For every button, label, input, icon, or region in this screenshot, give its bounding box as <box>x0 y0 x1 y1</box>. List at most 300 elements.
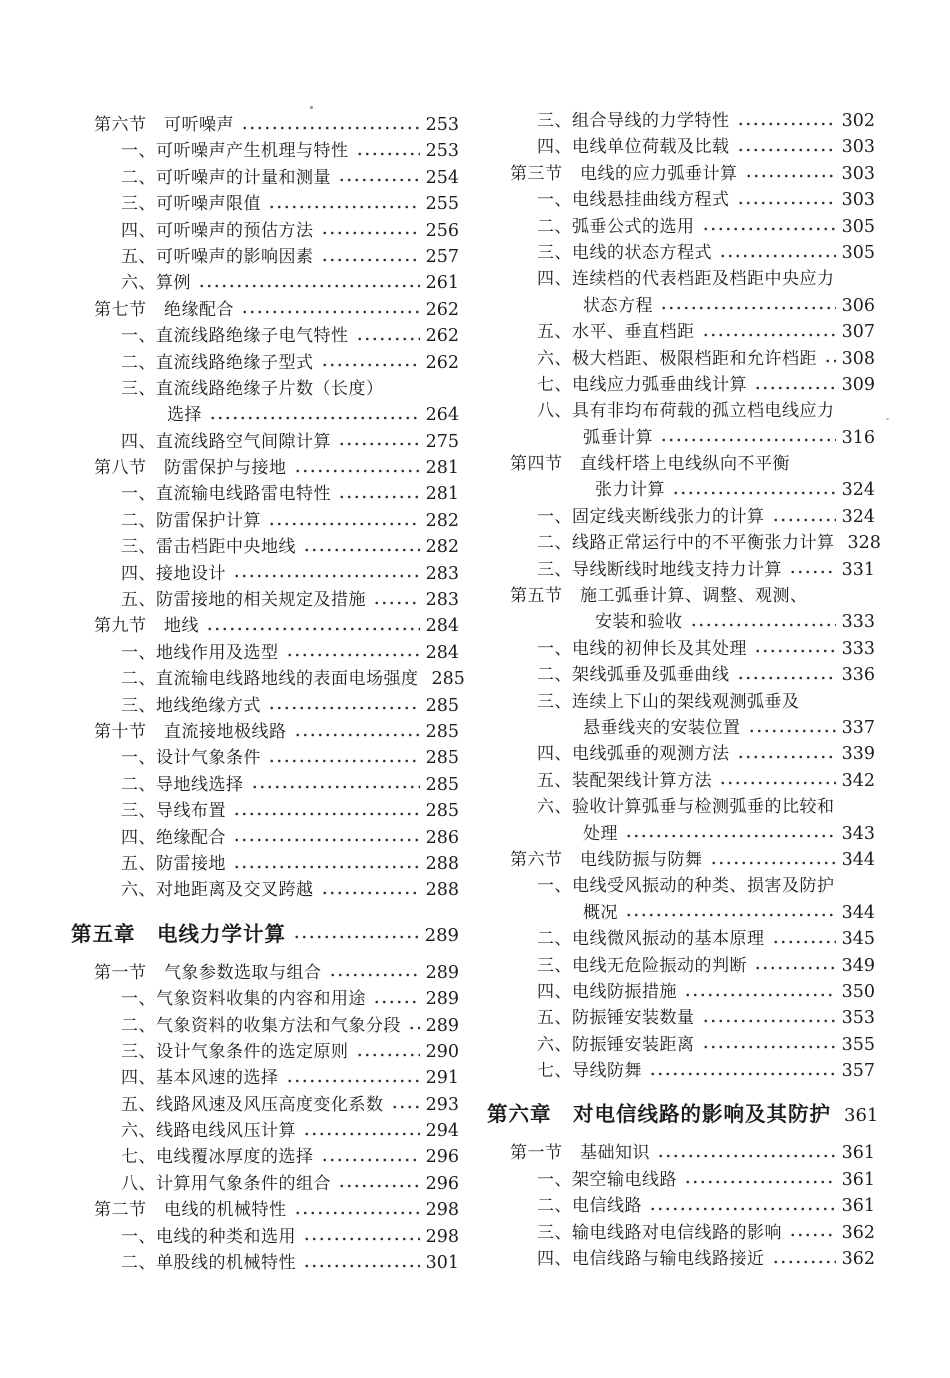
toc-entry-text: 第一节 气象参数选取与组合 <box>94 962 322 983</box>
toc-entry-text: 二、防雷保护计算 <box>121 510 261 531</box>
toc-row <box>487 609 875 635</box>
toc-entry-text: 张力计算 <box>595 480 665 501</box>
toc-row <box>487 900 875 926</box>
toc-page-number: 344 <box>841 849 875 870</box>
toc-entry-text: 第六节 可听噪声 <box>94 115 234 135</box>
toc-row <box>71 323 459 349</box>
toc-page-number: 345 <box>841 929 875 950</box>
toc-page-number: 255 <box>425 194 459 215</box>
toc-page-number: 353 <box>841 1008 875 1029</box>
toc-page-number: 361 <box>841 1196 875 1217</box>
dot-leader <box>772 926 836 952</box>
toc-entry-text: 四、电线防振措施 <box>537 981 677 1002</box>
toc-page-number: 303 <box>841 137 875 158</box>
dot-leader <box>233 798 420 824</box>
toc-entry-text: 二、气象资料的收集方法和气象分段 <box>121 1015 401 1036</box>
toc-row <box>487 979 875 1005</box>
toc-column-right <box>487 108 881 1272</box>
toc-row <box>71 1197 459 1223</box>
toc-row <box>487 847 875 873</box>
toc-row <box>487 821 875 847</box>
toc-entry-text: 一、气象资料收集的内容和用途 <box>121 989 366 1010</box>
toc-page-number: 355 <box>841 1034 875 1055</box>
toc-row <box>487 926 875 952</box>
toc-row <box>487 240 875 266</box>
dot-leader <box>303 1118 420 1144</box>
toc-row <box>487 293 875 319</box>
dot-leader <box>198 270 420 296</box>
toc-page-number: 286 <box>425 827 459 848</box>
toc-page-number: 307 <box>841 322 875 343</box>
dot-leader <box>737 741 836 767</box>
toc-entry-text: 八、具有非均布荷载的孤立档电线应力 <box>537 401 835 422</box>
toc-row <box>71 587 459 613</box>
toc-page-number: 333 <box>841 612 875 633</box>
toc-entry-text: 二、架线弧垂及弧垂曲线 <box>537 665 730 686</box>
dot-leader <box>356 138 420 164</box>
toc-page-number: 285 <box>425 721 459 742</box>
toc-page-number: 281 <box>425 484 459 505</box>
toc-entry-text: 四、电信线路与输电线路接近 <box>537 1249 765 1270</box>
toc-page-number: 294 <box>425 1121 459 1142</box>
toc-entry-text: 二、电线微风振动的基本原理 <box>537 929 765 950</box>
dot-leader <box>294 1197 420 1223</box>
toc-page-number: 253 <box>425 141 459 162</box>
toc-row <box>71 1144 459 1170</box>
toc-page-number: 296 <box>425 1173 459 1194</box>
toc-row <box>487 425 875 451</box>
toc-page-number: 305 <box>841 242 875 263</box>
toc-row <box>71 1065 459 1091</box>
toc-row <box>71 191 459 217</box>
dot-leader <box>209 402 420 428</box>
toc-row <box>487 161 875 187</box>
toc-row <box>487 1140 875 1166</box>
toc-entry-text: 第五节 施工弧垂计算、调整、观测、 <box>510 586 808 607</box>
toc-row <box>71 455 459 481</box>
dot-leader <box>338 481 420 507</box>
toc-entry-text: 五、防雷接地 <box>121 853 226 874</box>
dot-leader <box>329 960 420 986</box>
dot-leader <box>356 1039 420 1065</box>
toc-entry-text: 二、线路正常运行中的不平衡张力计算 <box>537 533 835 554</box>
toc-page-number: 349 <box>841 955 875 976</box>
toc-entry-text: 一、直流输电线路雷电特性 <box>121 484 331 505</box>
toc-row <box>71 877 459 903</box>
toc-entry-text: 三、可听噪声限值 <box>121 194 261 215</box>
toc-page-number: 306 <box>841 295 875 316</box>
toc-entry-text: 第十节 直流接地极线路 <box>94 721 287 742</box>
toc-entry-text: 四、电线单位荷载及比载 <box>537 137 730 158</box>
dot-leader <box>737 662 836 688</box>
toc-entry-text: 五、水平、垂直档距 <box>537 322 695 343</box>
toc-page-number: 291 <box>425 1068 459 1089</box>
scan-speck <box>886 418 889 420</box>
toc-entry-text: 第六节 电线防振与防舞 <box>510 849 703 870</box>
dot-leader <box>649 1058 836 1084</box>
toc-entry-text: 五、可听噪声的影响因素 <box>121 246 314 267</box>
dot-leader <box>321 1144 420 1170</box>
toc-row <box>487 873 875 899</box>
toc-page-number: 290 <box>425 1041 459 1062</box>
toc-entry-text: 五、装配架线计算方法 <box>537 770 712 791</box>
toc-entry-text: 二、弧垂公式的选用 <box>537 216 695 237</box>
toc-page-number: 331 <box>841 559 875 580</box>
toc-entry-text: 一、电线的种类和选用 <box>121 1226 296 1247</box>
toc-page-number: 298 <box>425 1226 459 1247</box>
dot-leader <box>702 214 836 240</box>
toc-entry-text: 第七节 绝缘配合 <box>94 299 234 320</box>
dot-leader <box>373 587 420 613</box>
toc-row <box>487 319 875 345</box>
dot-leader <box>657 1140 836 1166</box>
dot-leader <box>206 613 420 639</box>
toc-row <box>71 481 459 507</box>
dot-leader <box>737 134 836 160</box>
toc-entry-text: 七、电线覆冰厚度的选择 <box>121 1147 314 1168</box>
toc-row <box>71 798 459 824</box>
toc-page-number: 336 <box>841 665 875 686</box>
dot-leader <box>824 346 836 372</box>
toc-row <box>487 1220 875 1246</box>
dot-leader <box>321 218 420 244</box>
dot-leader <box>748 715 836 741</box>
toc-page-number: 293 <box>425 1094 459 1115</box>
toc-entry-text: 三、雷击档距中央地线 <box>121 537 296 558</box>
toc-row <box>71 350 459 376</box>
toc-entry-text: 一、可听噪声产生机理与特性 <box>121 141 349 162</box>
toc-page-number: 262 <box>425 352 459 373</box>
toc-row <box>487 398 875 424</box>
dot-leader <box>625 821 836 847</box>
toc-entry-text: 六、防振锤安装距离 <box>537 1034 695 1055</box>
toc-entry-text: 七、导线防舞 <box>537 1061 642 1082</box>
toc-page-number: 350 <box>841 981 875 1002</box>
toc-entry-text: 第三节 电线的应力弧垂计算 <box>510 163 738 184</box>
dot-leader <box>268 508 420 534</box>
toc-row <box>487 794 875 820</box>
toc-row <box>487 1005 875 1031</box>
toc-entry-text: 六、极大档距、极限档距和允许档距 <box>537 348 817 369</box>
toc-entry-text: 三、电线的状态方程式 <box>537 242 712 263</box>
dot-leader <box>303 534 420 560</box>
dot-leader <box>754 636 836 662</box>
toc-page-number: 361 <box>841 1143 875 1164</box>
toc-row <box>487 1032 875 1058</box>
dot-leader <box>737 187 836 213</box>
toc-page-number: 289 <box>425 1015 459 1036</box>
toc-entry-text: 六、对地距离及交叉跨越 <box>121 880 314 901</box>
toc-row <box>71 244 459 270</box>
toc-entry-text: 一、地线作用及选型 <box>121 642 279 663</box>
toc-row <box>487 715 875 741</box>
dot-leader <box>321 350 420 376</box>
toc-entry-text: 四、电线弧垂的观测方法 <box>537 744 730 765</box>
toc-row <box>487 108 875 134</box>
dot-leader <box>338 429 420 455</box>
toc-entry-text: 二、可听噪声的计量和测量 <box>121 167 331 188</box>
toc-entry-text: 一、电线的初伸长及其处理 <box>537 638 747 659</box>
toc-entry-text: 二、导地线选择 <box>121 774 244 795</box>
dot-leader <box>338 165 420 191</box>
toc-row <box>71 851 459 877</box>
dot-leader <box>321 244 420 270</box>
toc-entry-text: 选择 <box>167 405 202 426</box>
toc-page-number: 357 <box>841 1061 875 1082</box>
dot-leader <box>241 297 420 323</box>
toc-page-number: 343 <box>841 823 875 844</box>
toc-row <box>487 953 875 979</box>
toc-row <box>487 477 875 503</box>
toc-row <box>487 636 875 662</box>
toc-page-number: 281 <box>425 458 459 479</box>
toc-page-number: 285 <box>425 801 459 822</box>
toc-entry-text: 状态方程 <box>583 295 653 316</box>
toc-page-number: 275 <box>425 431 459 452</box>
toc-row <box>487 134 875 160</box>
toc-column-left <box>71 112 465 1276</box>
toc-entry-text: 三、导线布置 <box>121 801 226 822</box>
toc-entry-text: 第四节 直线杆塔上电线纵向不平衡 <box>510 454 790 475</box>
toc-page-number: 298 <box>425 1200 459 1221</box>
toc-row <box>487 266 875 292</box>
toc-page-number: 296 <box>425 1147 459 1168</box>
toc-entry-text: 三、设计气象条件的选定原则 <box>121 1041 349 1062</box>
toc-entry-text: 四、连续档的代表档距及档距中央应力 <box>537 269 835 290</box>
toc-page-number: 289 <box>425 962 459 983</box>
toc-entry-text: 三、连续上下山的架线观测弧垂及 <box>537 691 800 712</box>
toc-row <box>71 376 459 402</box>
toc-page-number: 337 <box>841 717 875 738</box>
toc-row <box>487 1058 875 1084</box>
dot-leader <box>391 1092 420 1118</box>
toc-entry-text: 第五章 电线力学计算 <box>71 921 286 946</box>
toc-entry-text: 处理 <box>583 823 618 844</box>
toc-entry-text: 第一节 基础知识 <box>510 1143 650 1164</box>
toc-row <box>71 165 459 191</box>
toc-page-number: 316 <box>841 427 875 448</box>
dot-leader <box>338 1171 420 1197</box>
toc-page-number: 254 <box>425 167 459 188</box>
toc-row <box>71 429 459 455</box>
dot-leader <box>719 768 836 794</box>
toc-row <box>71 1118 459 1144</box>
toc-page-number: 289 <box>424 924 459 946</box>
toc-entry-text: 四、绝缘配合 <box>121 827 226 848</box>
dot-leader <box>373 986 420 1012</box>
toc-row <box>71 112 459 138</box>
toc-row <box>487 689 875 715</box>
toc-page-number: 253 <box>425 115 459 135</box>
dot-leader <box>754 953 836 979</box>
toc-page-number: 361 <box>841 1169 875 1190</box>
dot-leader <box>286 1065 420 1091</box>
toc-page-number: 284 <box>425 642 459 663</box>
dot-leader <box>684 1167 836 1193</box>
toc-entry-text: 一、电线受风振动的种类、损害及防护 <box>537 876 835 897</box>
toc-entry-text: 七、电线应力弧垂曲线计算 <box>537 374 747 395</box>
toc-row <box>71 772 459 798</box>
toc-row <box>71 218 459 244</box>
toc-page-number: 305 <box>841 216 875 237</box>
dot-leader <box>268 745 420 771</box>
toc-page-number: 308 <box>841 348 875 369</box>
toc-page-number: 309 <box>841 374 875 395</box>
toc-page-number: 262 <box>425 326 459 347</box>
toc-entry-text: 二、电信线路 <box>537 1196 642 1217</box>
toc-entry-text: 三、电线无危险振动的判断 <box>537 955 747 976</box>
toc-row <box>71 1224 459 1250</box>
toc-entry-text: 三、导线断线时地线支持力计算 <box>537 559 782 580</box>
toc-entry-text: 一、固定线夹断线张力的计算 <box>537 506 765 527</box>
toc-entry-text: 一、电线悬挂曲线方程式 <box>537 190 730 211</box>
toc-page-number: 285 <box>425 774 459 795</box>
toc-page-number: 256 <box>425 220 459 241</box>
toc-page-number: 282 <box>425 537 459 558</box>
toc-page-number: 333 <box>841 638 875 659</box>
toc-entry-text: 五、防雷接地的相关规定及措施 <box>121 590 366 611</box>
toc-row <box>71 1092 459 1118</box>
toc-row <box>71 666 465 692</box>
toc-row <box>71 719 459 745</box>
toc-page-number: 289 <box>425 989 459 1010</box>
toc-page-number: 262 <box>425 299 459 320</box>
dot-leader <box>268 693 420 719</box>
dot-leader <box>251 772 420 798</box>
toc-page-number: 362 <box>841 1249 875 1270</box>
toc-page-number: 362 <box>841 1222 875 1243</box>
toc-row <box>487 530 881 556</box>
toc-row <box>487 451 875 477</box>
dot-leader <box>772 1246 836 1272</box>
toc-row <box>71 1013 459 1039</box>
dot-leader <box>625 900 836 926</box>
toc-page-number: 285 <box>431 669 465 690</box>
dot-leader <box>737 108 836 134</box>
toc-row <box>487 214 875 240</box>
toc-row <box>487 346 875 372</box>
toc-page-number: 284 <box>425 616 459 637</box>
toc-entry-text: 一、架空输电线路 <box>537 1169 677 1190</box>
toc-row <box>487 1097 879 1131</box>
toc-entry-text: 四、可听噪声的预估方法 <box>121 220 314 241</box>
toc-entry-text: 三、组合导线的力学特性 <box>537 111 730 131</box>
dot-leader <box>660 425 836 451</box>
toc-entry-text: 一、设计气象条件 <box>121 748 261 769</box>
toc-row <box>487 372 875 398</box>
toc-entry-text: 六、验收计算弧垂与检测弧垂的比较和 <box>537 797 835 818</box>
dot-leader <box>293 917 419 951</box>
dot-leader <box>356 323 420 349</box>
toc-row <box>71 297 459 323</box>
toc-entry-text: 第九节 地线 <box>94 616 199 637</box>
toc-entry-text: 一、直流线路绝缘子电气特性 <box>121 326 349 347</box>
toc-row <box>71 1171 459 1197</box>
toc-page-number: 285 <box>425 748 459 769</box>
dot-leader <box>702 319 836 345</box>
toc-page-number: 264 <box>425 405 459 426</box>
toc-entry-text: 六、算例 <box>121 273 191 294</box>
toc-entry-text: 第二节 电线的机械特性 <box>94 1200 287 1221</box>
dot-leader <box>684 979 836 1005</box>
toc-page-number: 339 <box>841 744 875 765</box>
toc-page-number: 302 <box>841 111 875 131</box>
toc-entry-text: 弧垂计算 <box>583 427 653 448</box>
dot-leader <box>789 557 836 583</box>
toc-entry-text: 五、防振锤安装数量 <box>537 1008 695 1029</box>
toc-row <box>487 1246 875 1272</box>
dot-leader <box>660 293 836 319</box>
toc-entry-text: 三、直流线路绝缘子片数（长度） <box>121 378 384 399</box>
toc-entry-text: 二、单股线的机械特性 <box>121 1253 296 1274</box>
toc-row <box>487 662 875 688</box>
toc-row <box>71 138 459 164</box>
toc-row <box>71 613 459 639</box>
toc-entry-text: 四、接地设计 <box>121 563 226 584</box>
dot-leader <box>710 847 836 873</box>
scan-speck <box>310 106 313 109</box>
toc-entry-text: 第八节 防雷保护与接地 <box>94 458 287 479</box>
dot-leader <box>745 161 836 187</box>
toc-page-number: 324 <box>841 506 875 527</box>
toc-page-number: 303 <box>841 190 875 211</box>
toc-entry-text: 八、计算用气象条件的组合 <box>121 1173 331 1194</box>
toc-entry-text: 二、直流线路绝缘子型式 <box>121 352 314 373</box>
toc-row <box>71 402 459 428</box>
toc-page-number: 328 <box>847 533 881 554</box>
dot-leader <box>702 1005 836 1031</box>
dot-leader <box>294 719 420 745</box>
dot-leader <box>233 851 420 877</box>
toc-row <box>487 1167 875 1193</box>
dot-leader <box>408 1013 420 1039</box>
toc-entry-text: 四、基本风速的选择 <box>121 1068 279 1089</box>
toc-entry-text: 悬垂线夹的安装位置 <box>583 717 741 738</box>
dot-leader <box>672 477 836 503</box>
toc-entry-text: 安装和验收 <box>595 612 683 633</box>
toc-page-number: 324 <box>841 480 875 501</box>
toc-page-number: 283 <box>425 590 459 611</box>
toc-page-number: 342 <box>841 770 875 791</box>
dot-leader <box>690 609 836 635</box>
toc-row <box>71 825 459 851</box>
toc-page-number: 361 <box>844 1105 879 1127</box>
toc-row <box>71 1250 459 1276</box>
toc-page-number: 301 <box>425 1253 459 1274</box>
toc-page-number: 288 <box>425 880 459 901</box>
toc-row <box>71 270 459 296</box>
toc-row <box>487 504 875 530</box>
dot-leader <box>233 825 420 851</box>
toc-row <box>71 508 459 534</box>
toc-entry-text: 第六章 对电信线路的影响及其防护 <box>487 1102 831 1127</box>
toc-row <box>487 557 875 583</box>
toc-row <box>71 960 459 986</box>
toc-page-number: 288 <box>425 853 459 874</box>
toc-row <box>487 1193 875 1219</box>
dot-leader <box>286 640 420 666</box>
dot-leader <box>321 877 420 903</box>
toc-entry-text: 四、直流线路空气间隙计算 <box>121 431 331 452</box>
toc-page-number: 303 <box>841 163 875 184</box>
toc-page-number: 261 <box>425 273 459 294</box>
dot-leader <box>303 1224 420 1250</box>
toc-entry-text: 三、地线绝缘方式 <box>121 695 261 716</box>
toc-row <box>71 693 459 719</box>
dot-leader <box>268 191 420 217</box>
dot-leader <box>241 112 420 138</box>
toc-entry-text: 二、直流输电线路地线的表面电场强度 <box>121 669 419 690</box>
